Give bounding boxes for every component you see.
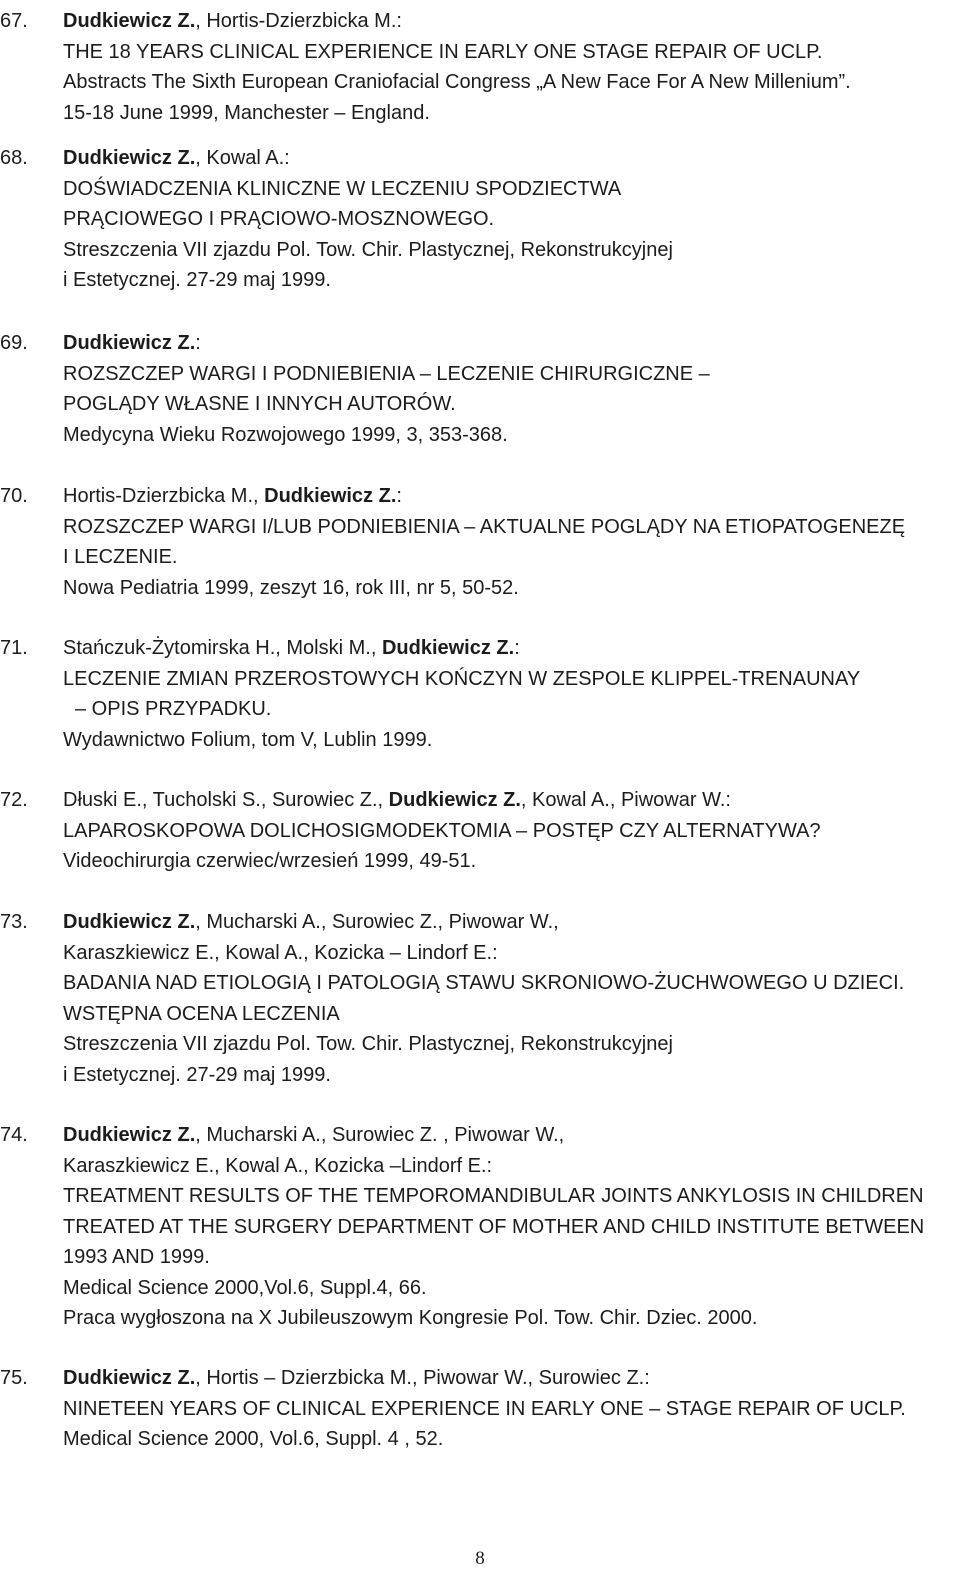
text-segment: 1993 AND 1999. [63, 1246, 210, 1268]
reference-line [63, 1273, 954, 1304]
reference-line [63, 481, 954, 512]
author-name-bold: Dudkiewicz Z. [63, 10, 196, 32]
reference-line [63, 816, 954, 847]
text-segment: DOŚWIADCZENIA KLINICZNE W LECZENIU SPODZIECTWA [63, 177, 622, 200]
author-name-bold: Dudkiewicz Z. [63, 1367, 196, 1389]
page-number: 8 [475, 1548, 485, 1569]
author-name-bold: Dudkiewicz Z. [388, 789, 521, 811]
reference-line [63, 785, 954, 816]
reference-line [63, 999, 954, 1030]
text-segment: Praca wygłoszona na X Jubileuszowym Kongresie Pol. Tow. Chir. Dziec. 2000. [63, 1307, 758, 1329]
text-segment: LAPAROSKOPOWA DOLICHOSIGMODEKTOMIA – POSTĘP CZY ALTERNATYWA? [63, 819, 821, 842]
reference-line [63, 1029, 954, 1060]
reference-number: 70. [0, 485, 28, 507]
reference-line [63, 573, 954, 604]
reference-text [63, 1363, 954, 1455]
reference-line [63, 6, 954, 37]
text-segment: i Estetycznej. 27-29 maj 1999. [63, 1063, 331, 1086]
reference-number: 68. [0, 147, 28, 169]
reference-text [63, 143, 954, 296]
reference-line [63, 1242, 954, 1273]
text-segment: , Hortis-Dzierzbicka M.: [195, 10, 402, 32]
text-segment: THE 18 YEARS CLINICAL EXPERIENCE IN EARLY ONE STAGE REPAIR OF UCLP. [63, 40, 823, 63]
text-segment: Karaszkiewicz E., Kowal A., Kozicka –Lindorf E.: [63, 1154, 493, 1177]
text-segment: TREATMENT RESULTS OF THE TEMPOROMANDIBULAR JOINTS ANKYLOSIS IN CHILDREN [63, 1185, 924, 1207]
reference-text [63, 481, 954, 603]
reference-line [63, 420, 954, 451]
text-segment: BADANIA NAD ETIOLOGIĄ I PATOLOGIĄ STAWU SKRONIOWO-ŻUCHWOWEGO U DZIECI. [63, 972, 905, 994]
text-segment: ROZSZCZEP WARGI I PODNIEBIENIA – LECZENIE CHIRURGICZNE – [63, 362, 710, 385]
text-segment: 15-18 June 1999, Manchester – England. [63, 101, 430, 124]
text-segment: : [396, 485, 402, 507]
reference-text [63, 785, 954, 877]
text-segment: Videochirurgia czerwiec/wrzesień 1999, 49-51. [63, 850, 477, 872]
reference-line [63, 542, 954, 573]
reference-line [63, 846, 954, 877]
author-name-bold: Dudkiewicz Z. [381, 637, 515, 659]
reference-line [63, 1394, 954, 1425]
reference-text [63, 328, 954, 450]
reference-text [63, 6, 954, 128]
text-segment: – OPIS PRZYPADKU. [75, 698, 272, 720]
reference-line [63, 1151, 954, 1182]
text-segment: Medycyna Wieku Rozwojowego 1999, 3, 353-368. [63, 423, 508, 446]
reference-number: 73. [0, 911, 28, 933]
text-segment: I LECZENIE. [63, 546, 178, 568]
text-segment: LECZENIE ZMIAN PRZEROSTOWYCH KOŃCZYN W ZESPOLE KLIPPEL-TRENAUNAY [63, 667, 861, 690]
reference-line [63, 725, 954, 756]
reference-line [63, 67, 954, 98]
reference-line [63, 98, 954, 129]
author-name-bold: Dudkiewicz Z. [264, 485, 397, 507]
reference-number: 67. [0, 10, 28, 32]
reference-line [63, 907, 954, 938]
reference-line [63, 359, 954, 390]
text-segment: Streszczenia VII zjazdu Pol. Tow. Chir. Plastycznej, Rekonstrukcyjnej [63, 238, 673, 261]
reference-line [63, 1060, 954, 1091]
author-name-bold: Dudkiewicz Z. [63, 911, 196, 933]
reference-number: 69. [0, 332, 28, 354]
author-name-bold: Dudkiewicz Z. [63, 1124, 196, 1146]
text-segment: Medical Science 2000,Vol.6, Suppl.4, 66. [63, 1276, 427, 1299]
reference-line [63, 968, 954, 999]
text-segment: WSTĘPNA OCENA LECZENIA [63, 1002, 340, 1025]
text-segment: Dłuski E., Tucholski S., Surowiec Z., [63, 789, 389, 811]
text-segment: , Mucharski A., Surowiec Z. , Piwowar W., [195, 1124, 565, 1146]
reference-line [63, 143, 954, 174]
reference-line [63, 1424, 954, 1455]
reference-text [63, 907, 954, 1090]
text-segment: TREATED AT THE SURGERY DEPARTMENT OF MOTHER AND CHILD INSTITUTE BETWEEN [63, 1215, 925, 1238]
text-segment: , Hortis – Dzierzbicka M., Piwowar W., Surowiec Z.: [195, 1367, 650, 1389]
text-segment: Streszczenia VII zjazdu Pol. Tow. Chir. Plastycznej, Rekonstrukcyjnej [63, 1033, 673, 1055]
reference-line [63, 389, 954, 420]
reference-number: 74. [0, 1124, 28, 1146]
text-segment: , Kowal A.: [195, 147, 290, 169]
text-segment: Hortis-Dzierzbicka M., [63, 485, 265, 507]
reference-line [63, 694, 954, 725]
reference-line [63, 1120, 954, 1151]
reference-line [63, 174, 954, 205]
reference-line [63, 1212, 954, 1243]
author-name-bold: Dudkiewicz Z. [63, 332, 196, 354]
text-segment: : [514, 637, 520, 659]
text-segment: Stańczuk-Żytomirska H., Molski M., [63, 637, 382, 659]
text-segment: ROZSZCZEP WARGI I/LUB PODNIEBIENIA – AKTUALNE POGLĄDY NA ETIOPATOGENEZĘ [63, 515, 906, 538]
author-name-bold: Dudkiewicz Z. [63, 147, 196, 169]
reference-line [63, 664, 954, 695]
text-segment: Wydawnictwo Folium, tom V, Lublin 1999. [63, 728, 433, 751]
text-segment: NINETEEN YEARS OF CLINICAL EXPERIENCE IN EARLY ONE – STAGE REPAIR OF UCLP. [63, 1397, 906, 1420]
text-segment: Abstracts The Sixth European Craniofacial Congress „A New Face For A New Millenium”. [63, 71, 851, 93]
reference-number: 71. [0, 637, 28, 659]
reference-line [63, 1363, 954, 1394]
reference-text [63, 633, 954, 755]
text-segment: Medical Science 2000, Vol.6, Suppl. 4 , 52. [63, 1428, 444, 1450]
text-segment: i Estetycznej. 27-29 maj 1999. [63, 269, 331, 291]
text-segment: PRĄCIOWEGO I PRĄCIOWO-MOSZNOWEGO. [63, 208, 495, 230]
reference-line [63, 512, 954, 543]
reference-line [63, 938, 954, 969]
reference-number: 72. [0, 789, 28, 811]
text-segment: Nowa Pediatria 1999, zeszyt 16, rok III, nr 5, 50-52. [63, 576, 519, 599]
reference-line [63, 633, 954, 664]
reference-line [63, 37, 954, 68]
reference-line [63, 1303, 954, 1334]
reference-line [63, 235, 954, 266]
reference-number: 75. [0, 1367, 28, 1389]
text-segment: POGLĄDY WŁASNE I INNYCH AUTORÓW. [63, 393, 456, 415]
text-segment: Karaszkiewicz E., Kowal A., Kozicka – Lindorf E.: [63, 941, 498, 964]
reference-text [63, 1120, 954, 1334]
reference-line [63, 1181, 954, 1212]
reference-line [63, 265, 954, 296]
text-segment: : [195, 332, 201, 354]
reference-line [63, 328, 954, 359]
text-segment: , Mucharski A., Surowiec Z., Piwowar W., [195, 911, 559, 933]
reference-line [63, 204, 954, 235]
text-segment: , Kowal A., Piwowar W.: [520, 789, 731, 811]
